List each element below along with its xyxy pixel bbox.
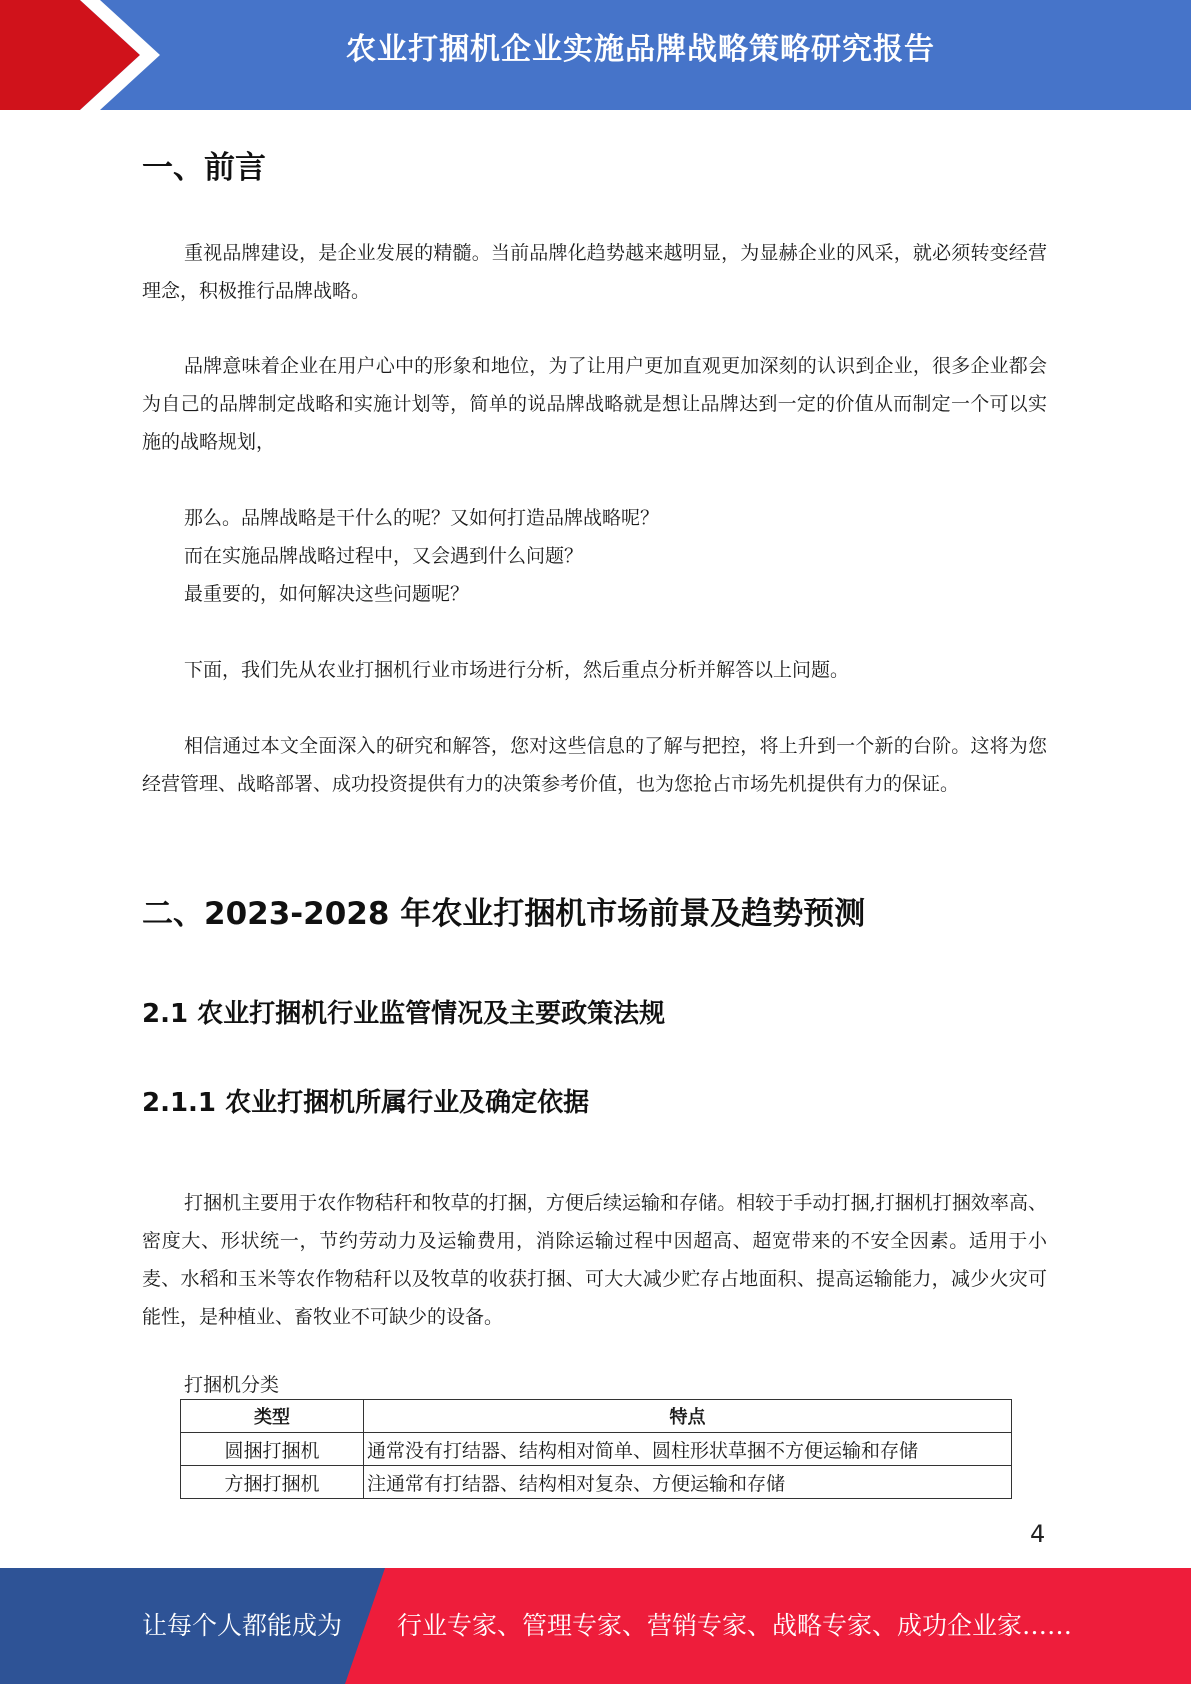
paragraph: 下面，我们先从农业打捆机行业市场进行分析，然后重点分析并解答以上问题。 bbox=[184, 659, 850, 681]
column-header-type: 类型 bbox=[181, 1400, 364, 1433]
column-header-feature: 特点 bbox=[364, 1400, 1012, 1433]
subsection-heading: 2.1 农业打捆机行业监管情况及主要政策法规 bbox=[142, 999, 666, 1029]
page-number: 4 bbox=[1030, 1520, 1046, 1548]
table-row bbox=[181, 1433, 1012, 1466]
question-line: 最重要的，如何解决这些问题呢？ bbox=[184, 583, 470, 605]
paragraph: 品牌意味着企业在用户心中的形象和地位，为了让用户更加直观更加深刻的认识到企业，很多企业都会为自己的品牌制定战略和实施计划等，简单的说品牌战略就是想让品牌达到一定的价值从而制定一个可以实施的战略规划， bbox=[142, 355, 1047, 453]
footer-banner bbox=[0, 1568, 1191, 1684]
footer-slogan-left: 让每个人都能成为 bbox=[142, 1611, 343, 1640]
question-line: 那么。品牌战略是干什么的呢？又如何打造品牌战略呢？ bbox=[184, 507, 660, 529]
baler-classification-table bbox=[180, 1399, 1012, 1499]
section-heading-preface: 一、前言 bbox=[142, 150, 266, 186]
table-row bbox=[181, 1466, 1012, 1499]
subsection-heading: 2.1.1 农业打捆机所属行业及确定依据 bbox=[142, 1088, 590, 1118]
cell-feature: 注通常有打结器、结构相对复杂、方便运输和存储 bbox=[364, 1466, 1012, 1499]
question-line: 而在实施品牌战略过程中，又会遇到什么问题？ bbox=[184, 545, 584, 567]
cell-type: 圆捆打捆机 bbox=[181, 1433, 364, 1466]
cell-feature: 通常没有打结器、结构相对简单、圆柱形状草捆不方便运输和存储 bbox=[364, 1433, 1012, 1466]
cell-type: 方捆打捆机 bbox=[181, 1466, 364, 1499]
section-heading-forecast: 二、2023-2028 年农业打捆机市场前景及趋势预测 bbox=[142, 896, 866, 932]
table-header-row bbox=[181, 1400, 1012, 1433]
footer-slogan-right: 行业专家、管理专家、营销专家、战略专家、成功企业家…… bbox=[397, 1611, 1073, 1640]
document-title: 农业打捆机企业实施品牌战略策略研究报告 bbox=[346, 32, 935, 67]
header-banner bbox=[0, 0, 1191, 110]
paragraph: 重视品牌建设，是企业发展的精髓。当前品牌化趋势越来越明显，为显赫企业的风采，就必须转变经营理念，积极推行品牌战略。 bbox=[142, 242, 1047, 302]
paragraph: 相信通过本文全面深入的研究和解答，您对这些信息的了解与把控，将上升到一个新的台阶。这将为您经营管理、战略部署、成功投资提供有力的决策参考价值，也为您抢占市场先机提供有力的保证。 bbox=[142, 735, 1047, 795]
table-caption: 打捆机分类 bbox=[184, 1374, 280, 1396]
paragraph: 打捆机主要用于农作物秸秆和牧草的打捆，方便后续运输和存储。相较于手动打捆,打捆机打捆效率高、密度大、形状统一，节约劳动力及运输费用，消除运输过程中因超高、超宽带来的不安全因素。适用于小麦、水稻和玉米等农作物秸秆以及牧草的收获打捆、可大大减少贮存占地面积、提高运输能力，减少火灾可能性，是种植业、畜牧业不可缺少的设备。 bbox=[142, 1192, 1047, 1328]
